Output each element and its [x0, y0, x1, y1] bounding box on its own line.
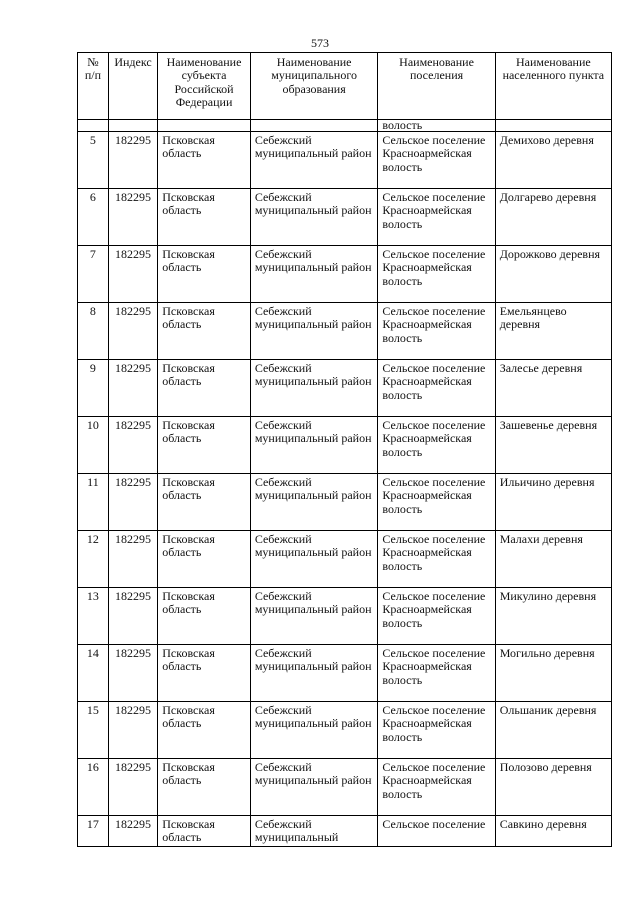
- cell-subject: Псковская область: [158, 474, 251, 531]
- cell-subject: Псковская область: [158, 132, 251, 189]
- cell-locality: [495, 120, 611, 132]
- cell-index: 182295: [108, 474, 157, 531]
- cell-subject: Псковская область: [158, 759, 251, 816]
- cell-municipality: Себежский муниципальный район: [250, 132, 378, 189]
- table-row: [78, 246, 612, 303]
- cell-index: 182295: [108, 360, 157, 417]
- cell-settlement: Сельское поселение Красноармейская волость: [378, 588, 495, 645]
- cell-subject: Псковская область: [158, 531, 251, 588]
- cell-num: 9: [78, 360, 109, 417]
- cell-index: [108, 120, 157, 132]
- cell-index: 182295: [108, 303, 157, 360]
- table-row: [78, 531, 612, 588]
- cell-subject: Псковская область: [158, 360, 251, 417]
- cell-settlement: Сельское поселение Красноармейская волость: [378, 132, 495, 189]
- cell-municipality: Себежский муниципальный район: [250, 588, 378, 645]
- cell-municipality: Себежский муниципальный: [250, 816, 378, 847]
- continued-row: [78, 120, 612, 132]
- cell-num: 11: [78, 474, 109, 531]
- cell-index: 182295: [108, 588, 157, 645]
- cell-settlement: Сельское поселение Красноармейская волость: [378, 360, 495, 417]
- cell-subject: Псковская область: [158, 816, 251, 847]
- table-body: [78, 120, 612, 847]
- cell-municipality: Себежский муниципальный район: [250, 531, 378, 588]
- cell-index: 182295: [108, 189, 157, 246]
- cell-municipality: Себежский муниципальный район: [250, 645, 378, 702]
- table-row: [78, 303, 612, 360]
- cell-settlement: Сельское поселение Красноармейская волость: [378, 474, 495, 531]
- cell-municipality: Себежский муниципальный район: [250, 417, 378, 474]
- header-municipality: Наименование муниципального образования: [250, 53, 378, 120]
- table-row: [78, 588, 612, 645]
- cell-num: [78, 120, 109, 132]
- table-row: [78, 360, 612, 417]
- cell-locality: Долгарево деревня: [495, 189, 611, 246]
- cell-index: 182295: [108, 702, 157, 759]
- table-row: [78, 816, 612, 847]
- cell-locality: Микулино деревня: [495, 588, 611, 645]
- cell-index: 182295: [108, 417, 157, 474]
- page-number: 573: [311, 36, 329, 50]
- header-locality: Наименование населенного пункта: [495, 53, 611, 120]
- cell-locality: Дорожково деревня: [495, 246, 611, 303]
- cell-index: 182295: [108, 645, 157, 702]
- cell-settlement: Сельское поселение Красноармейская волость: [378, 531, 495, 588]
- cell-municipality: Себежский муниципальный район: [250, 360, 378, 417]
- header-num: № п/п: [78, 53, 109, 120]
- cell-num: 10: [78, 417, 109, 474]
- table-row: [78, 702, 612, 759]
- table-header: [78, 53, 612, 120]
- cell-subject: Псковская область: [158, 702, 251, 759]
- cell-locality: Зашевенье деревня: [495, 417, 611, 474]
- cell-locality: Малахи деревня: [495, 531, 611, 588]
- cell-num: 14: [78, 645, 109, 702]
- cell-settlement: Сельское поселение Красноармейская волость: [378, 303, 495, 360]
- header-subject: Наименование субъекта Российской Федерации: [158, 53, 251, 120]
- cell-num: 16: [78, 759, 109, 816]
- header-index: Индекс: [108, 53, 157, 120]
- cell-subject: Псковская область: [158, 417, 251, 474]
- cell-settlement: Сельское поселение Красноармейская волость: [378, 759, 495, 816]
- cell-municipality: Себежский муниципальный район: [250, 246, 378, 303]
- cell-locality: Полозово деревня: [495, 759, 611, 816]
- table-row: [78, 132, 612, 189]
- cell-subject: Псковская область: [158, 303, 251, 360]
- cell-municipality: Себежский муниципальный район: [250, 702, 378, 759]
- cell-locality: Ильичино деревня: [495, 474, 611, 531]
- cell-settlement: Сельское поселение: [378, 816, 495, 847]
- cell-settlement: Сельское поселение Красноармейская волость: [378, 645, 495, 702]
- cell-locality: Залесье деревня: [495, 360, 611, 417]
- table-row: [78, 759, 612, 816]
- cell-locality: Ольшаник деревня: [495, 702, 611, 759]
- cell-municipality: Себежский муниципальный район: [250, 303, 378, 360]
- cell-locality: Могильно деревня: [495, 645, 611, 702]
- cell-index: 182295: [108, 531, 157, 588]
- cell-settlement: Сельское поселение Красноармейская волость: [378, 246, 495, 303]
- cell-locality: Емельянцево деревня: [495, 303, 611, 360]
- cell-settlement: Сельское поселение Красноармейская волость: [378, 189, 495, 246]
- table-row: [78, 189, 612, 246]
- cell-locality: Демихово деревня: [495, 132, 611, 189]
- cell-municipality: Себежский муниципальный район: [250, 474, 378, 531]
- cell-num: 17: [78, 816, 109, 847]
- cell-subject: Псковская область: [158, 246, 251, 303]
- cell-num: 6: [78, 189, 109, 246]
- cell-municipality: Себежский муниципальный район: [250, 189, 378, 246]
- cell-municipality: [250, 120, 378, 132]
- cell-num: 13: [78, 588, 109, 645]
- cell-num: 7: [78, 246, 109, 303]
- cell-subject: Псковская область: [158, 645, 251, 702]
- header-settlement: Наименование поселения: [378, 53, 495, 120]
- cell-index: 182295: [108, 132, 157, 189]
- cell-subject: Псковская область: [158, 189, 251, 246]
- cell-subject: Псковская область: [158, 588, 251, 645]
- table-row: [78, 474, 612, 531]
- header-row: [78, 53, 612, 120]
- cell-subject: [158, 120, 251, 132]
- table-row: [78, 417, 612, 474]
- cell-index: 182295: [108, 246, 157, 303]
- cell-num: 8: [78, 303, 109, 360]
- cell-settlement: Сельское поселение Красноармейская волость: [378, 417, 495, 474]
- table-row: [78, 645, 612, 702]
- cell-num: 5: [78, 132, 109, 189]
- cell-num: 12: [78, 531, 109, 588]
- cell-num: 15: [78, 702, 109, 759]
- cell-settlement: Сельское поселение Красноармейская волость: [378, 702, 495, 759]
- cell-locality: Савкино деревня: [495, 816, 611, 847]
- cell-settlement: волость: [378, 120, 495, 132]
- cell-index: 182295: [108, 759, 157, 816]
- cell-municipality: Себежский муниципальный район: [250, 759, 378, 816]
- registry-table: [77, 52, 612, 847]
- cell-index: 182295: [108, 816, 157, 847]
